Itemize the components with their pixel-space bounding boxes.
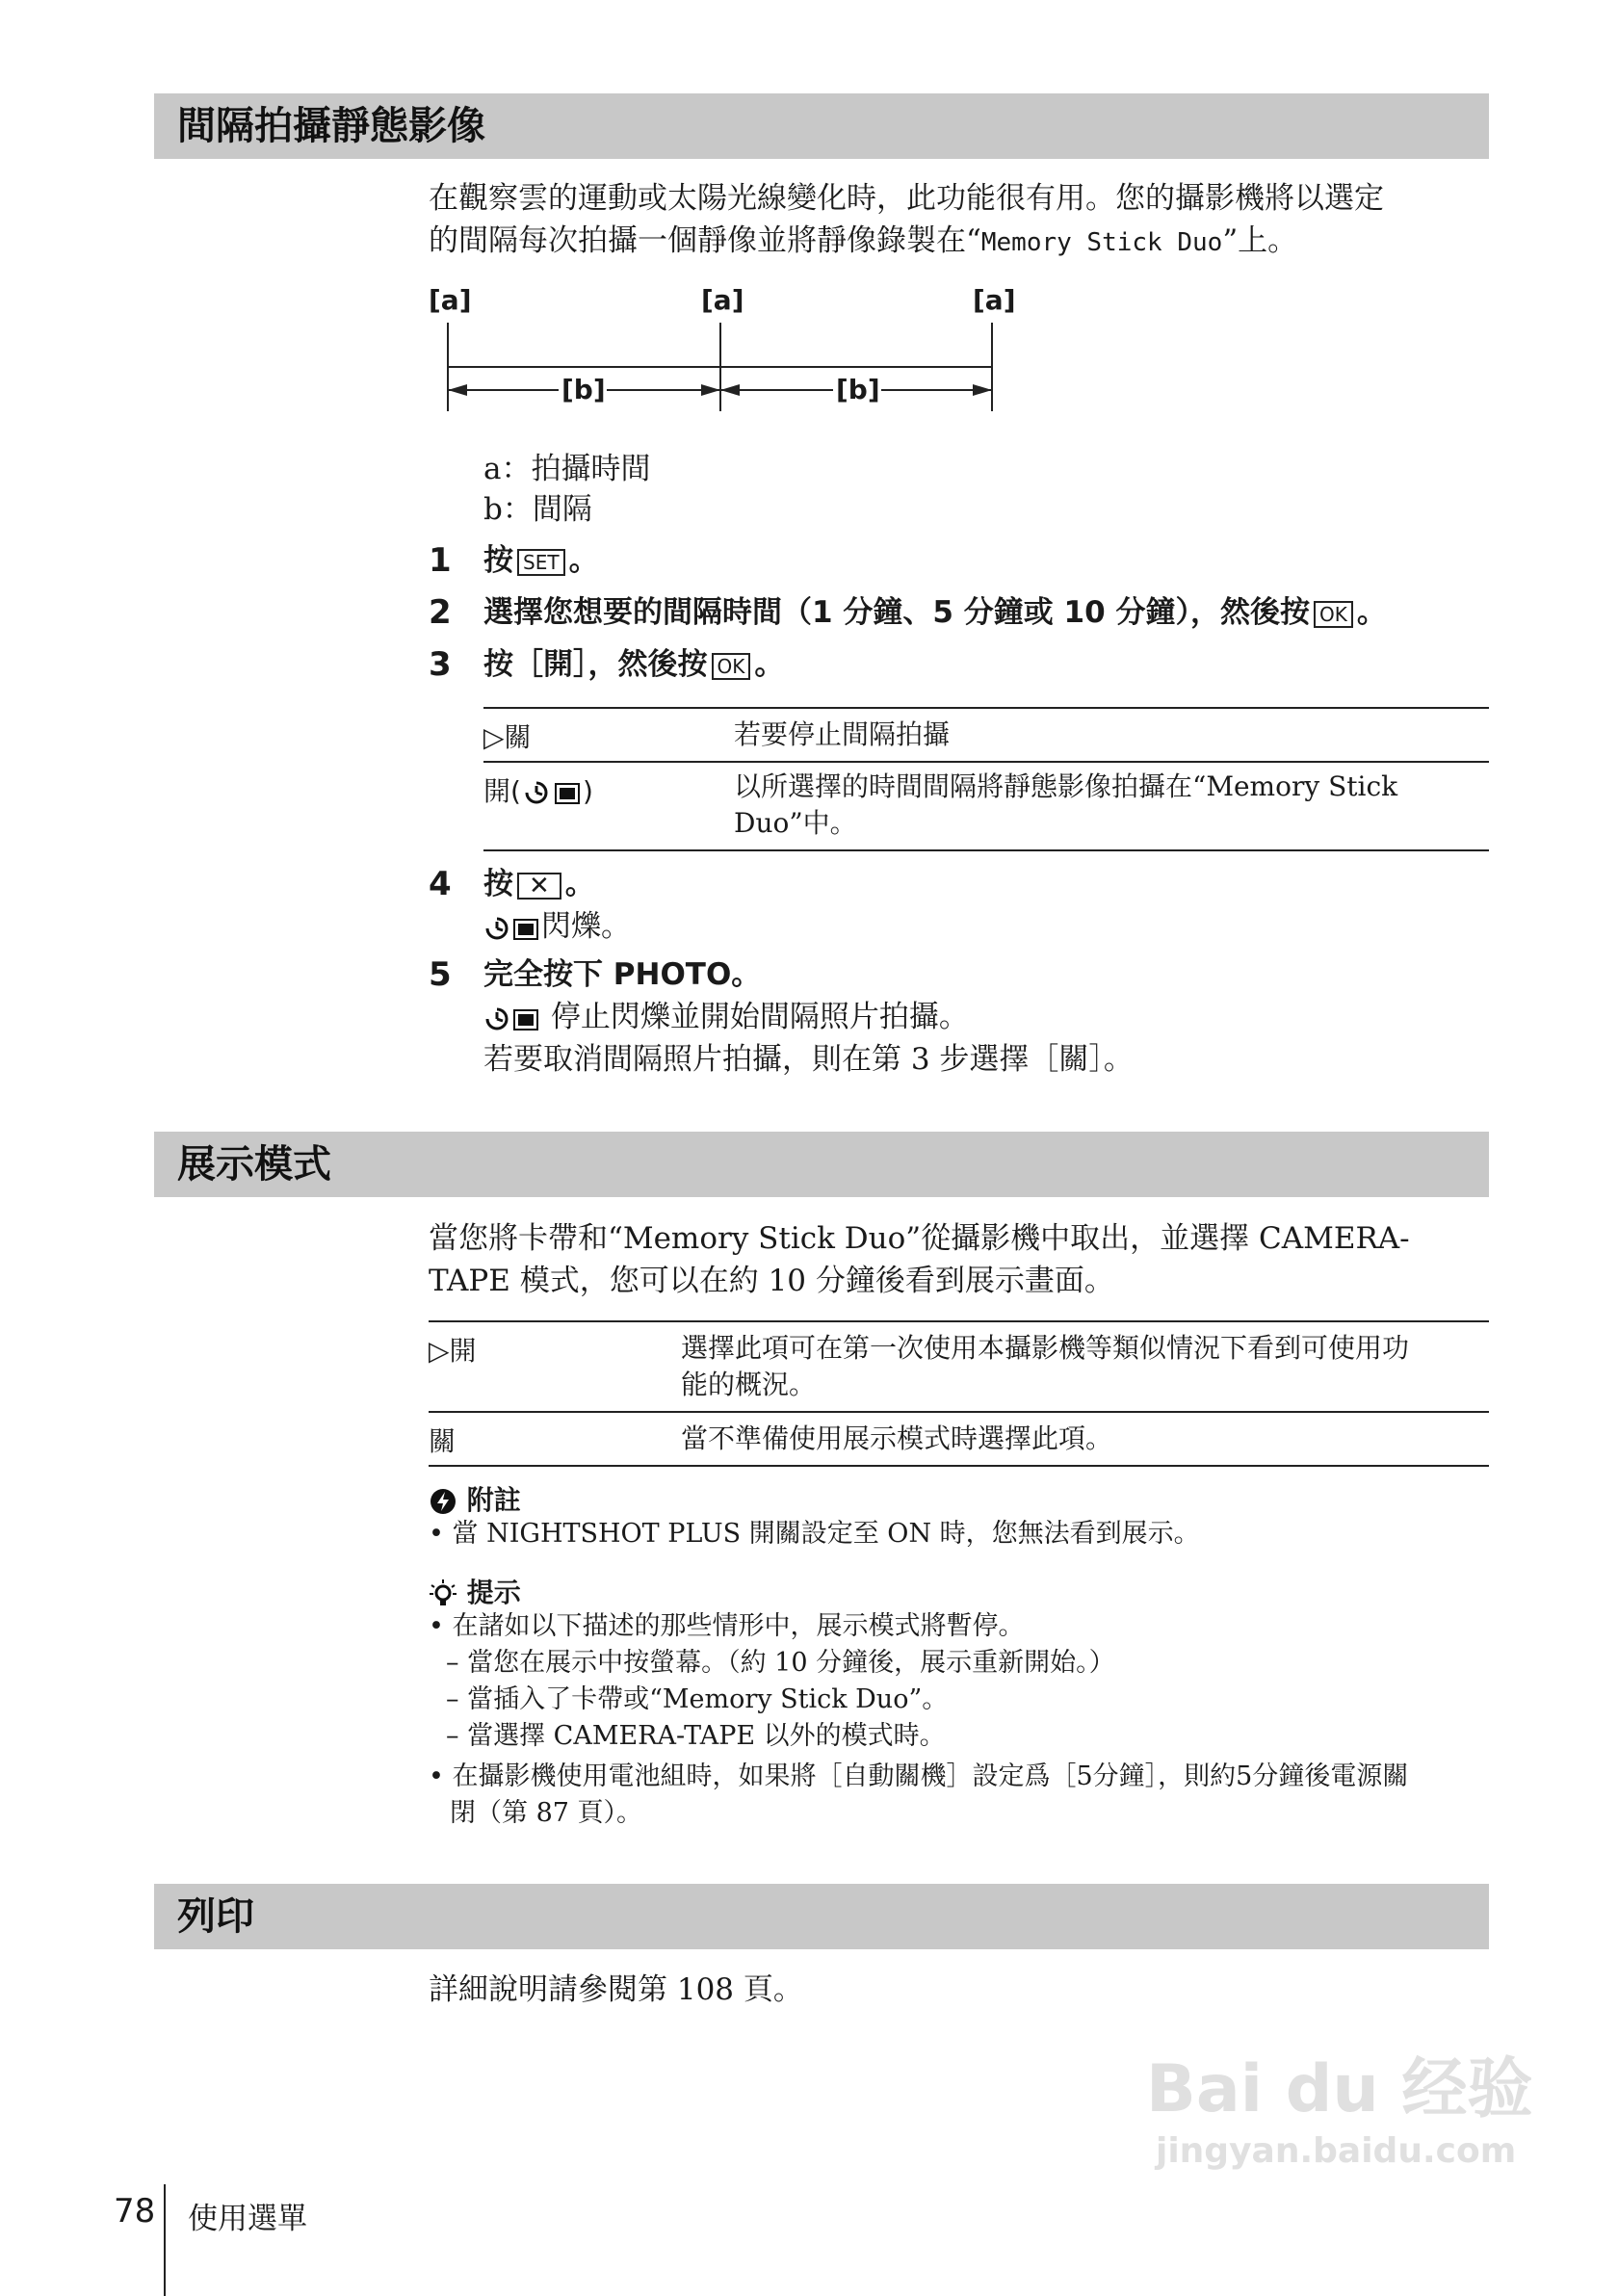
intro-line-2: 的間隔每次拍攝一個靜像並將靜像錄製在“Memory Stick Duo”上。 [429, 223, 1298, 258]
footer-divider [164, 2184, 166, 2296]
print-text: 詳細說明請參閱第 108 頁。 [429, 1972, 803, 2007]
diagram-label-b1: [b] [561, 374, 606, 405]
note-item: • 當 NIGHTSHOT PLUS 開關設定至 ON 時，您無法看到展示。 [429, 1519, 1200, 1549]
ok-key-icon: OK [1314, 601, 1353, 628]
diagram-label-a3: [a] [973, 284, 1016, 316]
set-key-icon: SET [517, 549, 565, 576]
interval-options-table [483, 707, 1489, 851]
section-title: 間隔拍攝靜態影像 [177, 104, 485, 148]
tip-line: – 當選擇 CAMERA-TAPE 以外的模式時。 [446, 1721, 946, 1751]
step-number: 5 [429, 955, 452, 994]
interval-photo-icon [483, 1004, 541, 1034]
watermark [1146, 2051, 1532, 2175]
option-on: 開( ) [483, 775, 593, 807]
interval-diagram [424, 284, 1021, 419]
tip-line: 閉（第 87 頁）。 [450, 1798, 643, 1828]
option-on-desc: 選擇此項可在第一次使用本攝影機等類似情況下看到可使用功 能的概況。 [681, 1332, 1410, 1400]
table-row [429, 1413, 1489, 1467]
diagram-label-a2: [a] [701, 284, 744, 316]
watermark-logo: Bai du 经验 [1146, 2051, 1533, 2127]
lightbulb-icon [429, 1578, 457, 1609]
footer-section: 使用選單 [188, 2202, 307, 2236]
option-off: ▷關 [483, 721, 532, 753]
intro-line-1: 在觀察雲的運動或太陽光線變化時，此功能很有用。您的攝影機將以選定 [429, 181, 1384, 216]
note-icon [429, 1487, 457, 1516]
ok-key-icon: OK [712, 653, 751, 680]
table-row [483, 763, 1489, 851]
watermark-url: jingyan.baidu.com [1156, 2131, 1517, 2171]
tip-line: • 在攝影機使用電池組時，如果將［自動關機］設定爲［5分鐘］，則約5分鐘後電源關 [429, 1761, 1409, 1791]
demo-intro: 當您將卡帶和“Memory Stick Duo”從攝影機中取出，並選擇 CAMERA- TAPE 模式，您可以在約 10 分鐘後看到展示畫面。 [429, 1221, 1410, 1298]
legend-a: a：拍攝時間 [483, 452, 651, 486]
close-key-icon: ✕ [517, 873, 561, 900]
tip-line: – 當您在展示中按螢幕。（約 10 分鐘後，展示重新開始。） [446, 1648, 1115, 1678]
section-header-print [154, 1884, 1489, 1949]
option-off-desc: 當不準備使用展示模式時選擇此項。 [681, 1422, 1113, 1454]
intro-paragraph [429, 177, 1384, 264]
table-row [429, 1322, 1489, 1413]
interval-photo-icon [483, 913, 541, 944]
demo-options-table [429, 1320, 1489, 1467]
option-off-desc: 若要停止間隔拍攝 [734, 718, 951, 750]
page-number: 78 [114, 2192, 156, 2231]
tip-heading: 提示 [429, 1572, 521, 1610]
step-number: 4 [429, 865, 452, 903]
option-off: 關 [429, 1425, 457, 1457]
legend-b: b：間隔 [483, 492, 592, 527]
interval-photo-icon [521, 777, 583, 808]
diagram-label-a1: [a] [429, 284, 472, 316]
step-number: 3 [429, 645, 452, 684]
table-row [483, 709, 1489, 763]
option-on: ▷開 [429, 1335, 477, 1367]
note-heading: 附註 [429, 1479, 521, 1518]
diagram-label-b2: [b] [836, 374, 880, 405]
section-header-demo-mode [154, 1132, 1489, 1197]
section-title: 列印 [177, 1894, 254, 1939]
diagram-lines [424, 284, 1021, 419]
step-number: 2 [429, 593, 452, 632]
tip-line: – 當插入了卡帶或“Memory Stick Duo”。 [446, 1684, 949, 1714]
section-title: 展示模式 [177, 1142, 331, 1187]
option-on-desc: 以所選擇的時間間隔將靜態影像拍攝在“Memory Stick Duo”中。 [734, 770, 1398, 839]
tip-line: • 在諸如以下描述的那些情形中，展示模式將暫停。 [429, 1611, 1025, 1641]
step-number: 1 [429, 541, 452, 580]
section-header-interval-photo [154, 93, 1489, 159]
